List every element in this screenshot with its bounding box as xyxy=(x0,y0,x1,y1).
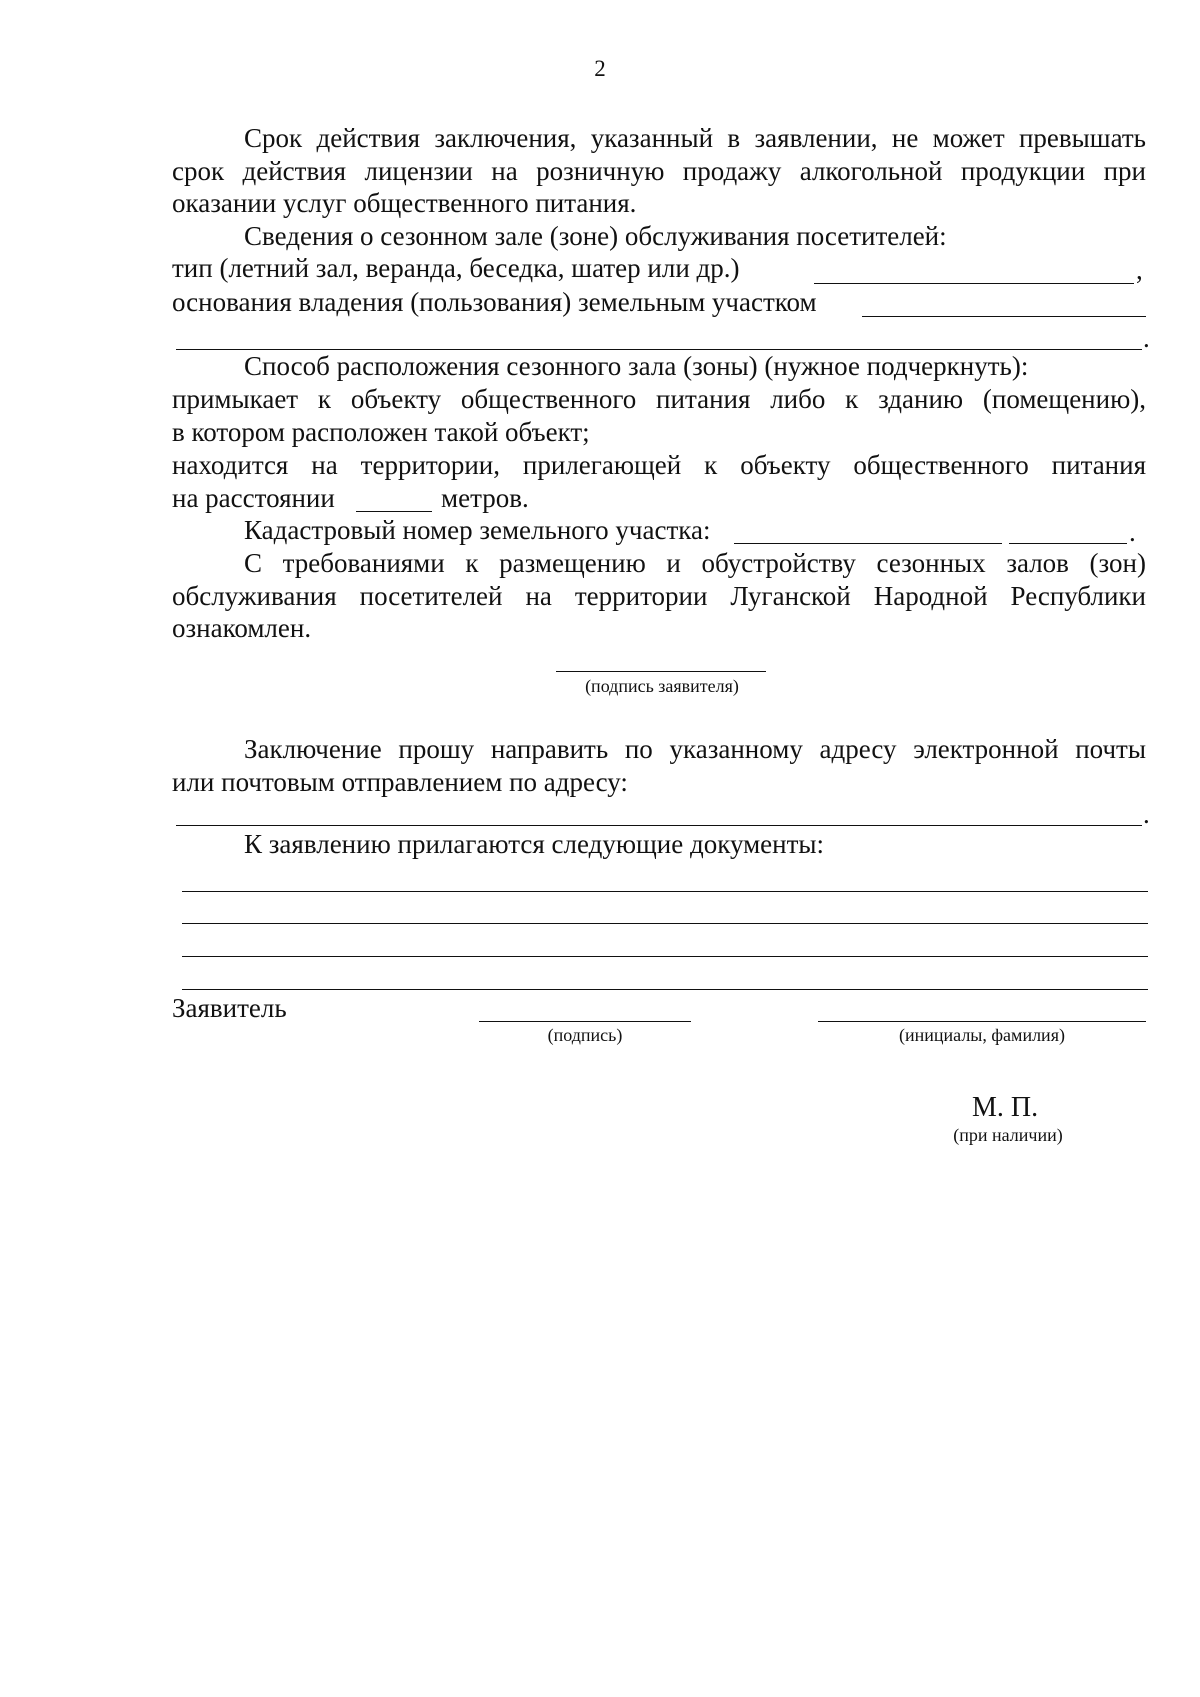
term-line-3: оказании услуг общественного питания. xyxy=(172,188,637,218)
basis-label: основания владения (пользования) земельным участком xyxy=(172,287,817,317)
attachment-line-4[interactable] xyxy=(182,989,1148,990)
delivery-address-line[interactable] xyxy=(176,825,1142,826)
type-comma: , xyxy=(1136,255,1143,285)
attachment-line-2[interactable] xyxy=(182,923,1148,924)
signature-line[interactable] xyxy=(479,1021,691,1022)
requirements-line-3: ознакомлен. xyxy=(172,613,312,643)
requirements-paragraph xyxy=(172,547,1146,645)
name-caption: (инициалы, фамилия) xyxy=(899,1025,1065,1045)
stamp-caption: (при наличии) xyxy=(953,1125,1063,1145)
applicant-signature-line[interactable] xyxy=(556,671,766,672)
seasonal-info-heading: Сведения о сезонном зале (зоне) обслуживания посетителей: xyxy=(244,221,947,251)
delivery-line-1: Заключение прошу направить по указанному адресу электронной почты xyxy=(244,734,1146,764)
delivery-end-dot: . xyxy=(1143,799,1150,829)
attachment-line-1[interactable] xyxy=(182,891,1148,892)
page-number: 2 xyxy=(594,56,606,81)
cadastral-end-dot: . xyxy=(1129,517,1136,547)
placement-option-1-line-1: примыкает к объекту общественного питания либо к зданию (помещению), xyxy=(172,384,1146,414)
basis-end-dot: . xyxy=(1143,323,1150,353)
type-field-line[interactable] xyxy=(814,283,1134,284)
type-label: тип (летний зал, веранда, беседка, шатер или др.) xyxy=(172,253,740,283)
distance-field-line[interactable] xyxy=(356,511,432,512)
applicant-signature-caption: (подпись заявителя) xyxy=(585,676,739,696)
term-line-2: срок действия лицензии на розничную продажу алкогольной продукции при xyxy=(172,155,1146,186)
cadastral-field-line-2[interactable] xyxy=(1009,543,1127,544)
delivery-paragraph xyxy=(172,733,1146,798)
term-paragraph xyxy=(172,122,1146,220)
distance-prefix: на расстоянии xyxy=(172,483,335,513)
distance-suffix: метров. xyxy=(441,483,529,513)
requirements-line-1: С требованиями к размещению и обустройству сезонных залов (зон) xyxy=(244,548,1146,578)
placement-option-1 xyxy=(172,383,1146,448)
attachments-heading: К заявлению прилагаются следующие документы: xyxy=(244,829,825,859)
placement-heading: Способ расположения сезонного зала (зоны) (нужное подчеркнуть): xyxy=(244,351,1029,381)
requirements-line-2: обслуживания посетителей на территории Луганской Народной Республики xyxy=(172,580,1146,611)
attachment-line-3[interactable] xyxy=(182,956,1148,957)
signature-caption: (подпись) xyxy=(547,1025,623,1045)
cadastral-label: Кадастровый номер земельного участка: xyxy=(244,515,711,545)
cadastral-field-line-1[interactable] xyxy=(734,543,1002,544)
placement-option-2-line-1: находится на территории, прилегающей к объекту общественного питания xyxy=(172,450,1146,480)
basis-field-line-1[interactable] xyxy=(862,316,1146,317)
name-line[interactable] xyxy=(818,1021,1146,1022)
delivery-line-2: или почтовым отправлением по адресу: xyxy=(172,766,628,797)
placement-option-2 xyxy=(172,449,1146,482)
stamp-label: М. П. xyxy=(972,1092,1039,1123)
placement-option-1-line-2: в котором расположен такой объект; xyxy=(172,416,590,447)
term-line-1: Срок действия заключения, указанный в заявлении, не может превышать xyxy=(244,123,1146,153)
applicant-label: Заявитель xyxy=(172,993,287,1023)
